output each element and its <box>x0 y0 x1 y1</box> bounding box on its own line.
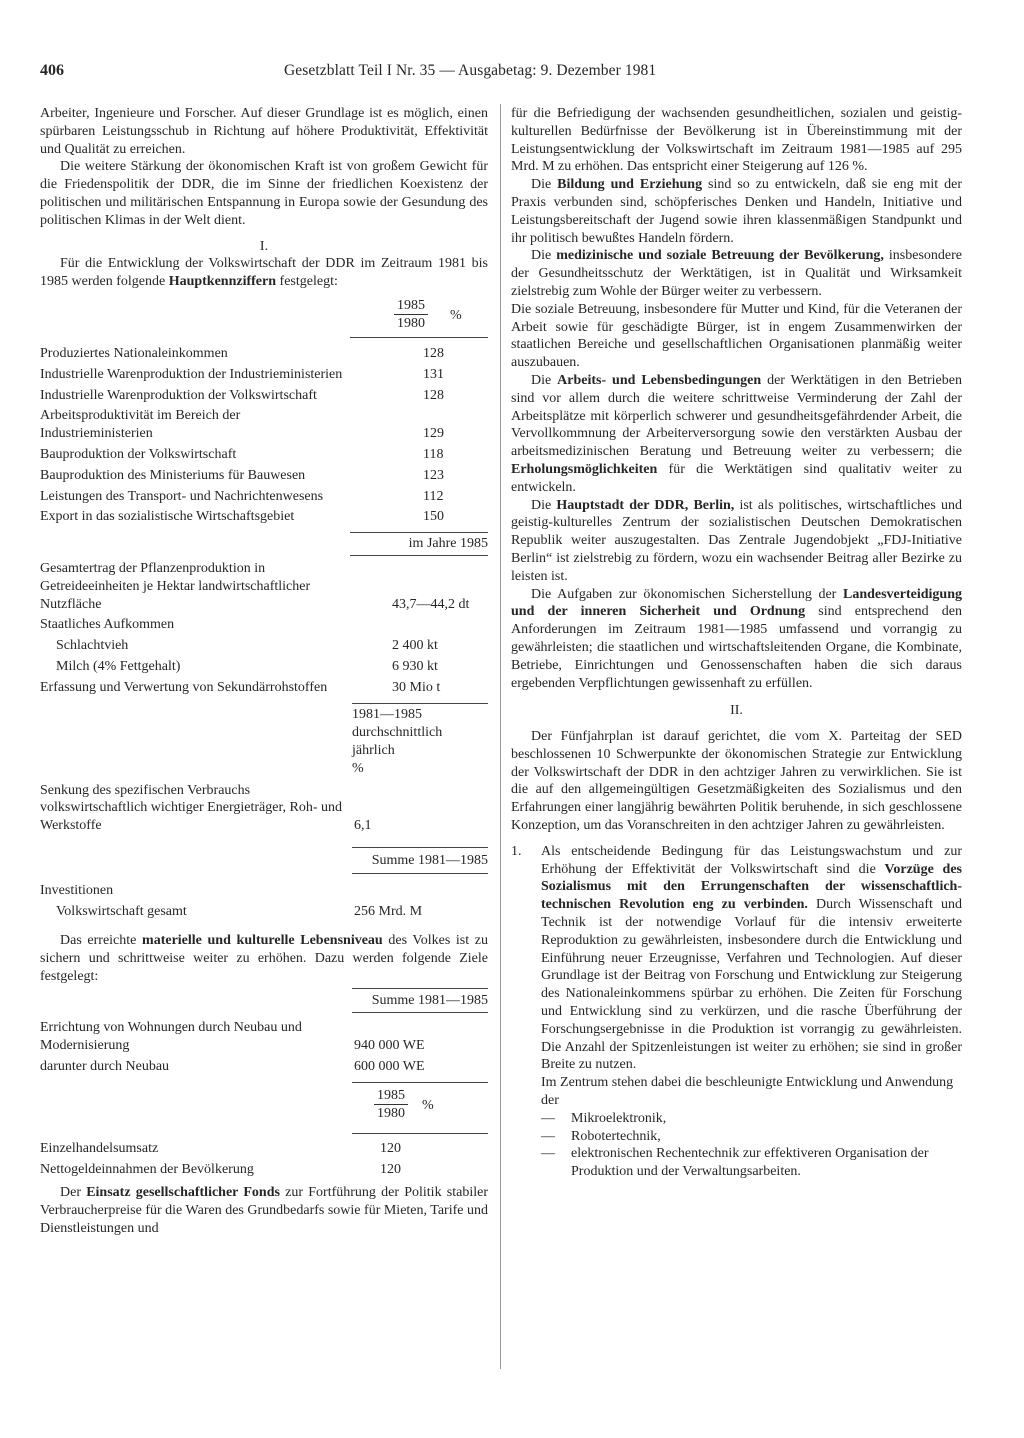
table-header: 1981—1985 durchschnittlich jährlich % <box>352 703 488 778</box>
row-value: 940 000 WE <box>354 1038 425 1054</box>
table-row <box>40 1019 488 1055</box>
list-number: 1. <box>511 843 522 859</box>
section-heading: I. <box>259 238 269 254</box>
row-value: 128 <box>423 387 444 403</box>
row-label: Staatliches Aufkommen <box>40 617 175 633</box>
table-header <box>352 1082 488 1127</box>
row-label: Bauproduktion der Volkswirtschaft <box>40 446 237 462</box>
table-header <box>350 297 488 337</box>
table-row <box>40 446 488 464</box>
row-value: 2 400 kt <box>392 638 438 654</box>
table-row <box>40 1140 488 1158</box>
row-label: Einzelhandelsumsatz <box>40 1140 159 1156</box>
paragraph: Der Fünfjahrplan ist darauf gerichtet, die vom X. Parteitag der SED beschlossenen 10 Schwerpunkte der ökonomischen Strategie zur Entwicklung der Volkswirtschaft der DDR in den achtziger Jahren zu verwirklichen. Sie ist die auf den allgemeingültigen Gesetzmäßigkeiten des Sozialismus und den Erfahrungen einer langjährig bewährten Politik beruhende, in sich geschlossene Konzeption, um das Voranschreiten in den achtziger Jahren zu gewährleisten. <box>511 729 962 834</box>
indicator-table <box>40 297 488 526</box>
page-number: 406 <box>40 62 64 79</box>
row-label: Volkswirtschaft gesamt <box>56 903 187 919</box>
row-value: 128 <box>423 345 444 361</box>
percent-label: % <box>450 307 462 323</box>
row-value: 256 Mrd. M <box>354 903 423 919</box>
table-row <box>40 658 488 676</box>
dash-list-item: — elektronischen Rechentechnik zur effektiveren Organisation der Produktion und der Verwaltungsarbeiten. <box>541 1146 929 1180</box>
column-divider <box>500 104 501 1369</box>
header-title: Gesetzblatt Teil I Nr. 35 — Ausgabetag: 9. Dezember 1981 <box>284 62 657 79</box>
row-label: Export in das sozialistische Wirtschaftsgebiet <box>40 509 295 525</box>
row-value: 120 <box>380 1161 401 1177</box>
row-label: Arbeitsproduktivität im Bereich der Industrieministerien <box>40 408 241 442</box>
table-row <box>40 1058 488 1076</box>
table-row <box>40 366 488 384</box>
dash-list <box>541 1110 962 1181</box>
right-column <box>511 105 962 1181</box>
row-label: Industrielle Warenproduktion der Volkswirtschaft <box>40 387 317 403</box>
row-label: Leistungen des Transport- und Nachrichtenwesens <box>40 488 324 504</box>
row-value: 118 <box>423 446 444 462</box>
table-row <box>40 882 488 900</box>
page-header <box>40 62 990 84</box>
table-header: Summe 1981—1985 <box>352 988 488 1010</box>
row-label: Industrielle Warenproduktion der Industrieministerien <box>40 366 343 382</box>
row-label: Milch (4% Fettgehalt) <box>56 658 181 674</box>
paragraph: Arbeiter, Ingenieure und Forscher. Auf dieser Grundlage ist es möglich, einen spürbaren Leistungsschub in Richtung auf höhere Produktivität, Effektivität und Qualität zu erreichen. <box>40 106 488 157</box>
table-row <box>40 387 488 405</box>
investment-table <box>40 847 488 920</box>
paragraph: Der Einsatz gesellschaftlicher Fonds zur Fortführung der Politik stabiler Verbraucherpreise für die Waren des Grundbedarfs sowie für Mieten, Tarife und Dienstleistungen und <box>40 1185 488 1237</box>
row-value: 131 <box>423 366 444 382</box>
row-label: Erfassung und Verwertung von Sekundärrohstoffen <box>40 679 328 695</box>
table-row <box>40 508 488 526</box>
table-row <box>40 560 488 613</box>
table-header: im Jahre 1985 <box>350 532 488 553</box>
row-label: Investitionen <box>40 882 114 898</box>
row-value: 112 <box>423 488 444 504</box>
dash-list-item: — Mikroelektronik, <box>541 1110 667 1126</box>
row-label: Gesamtertrag der Pflanzenproduktion in Getreideeinheiten je Hektar landwirtschaftlicher Nutzfläche <box>40 560 311 612</box>
table-row <box>40 903 488 921</box>
paragraph: Die medizinische und soziale Betreuung der Bevölkerung, insbesondere der Gesundheitsschutz der Werktätigen, ist in Qualität und Wirksamkeit zielstrebig zum Wohle der Bürger weiter zu verbessern. <box>511 248 962 299</box>
fraction: $\frac{1985}{1980}$ <box>394 297 428 332</box>
paragraph: Die soziale Betreuung, insbesondere für Mutter und Kind, für die Veteranen der Arbeit sowie für geschädigte Bürger, ist in engem Zusammenwirken der staatlichen Bereiche und gesellschaftlichen Organisationen planmäßig weiter auszubauen. <box>511 301 962 371</box>
row-value: 30 Mio t <box>392 679 441 695</box>
table-row <box>40 345 488 363</box>
paragraph: Das erreichte materielle und kulturelle Lebensniveau des Volkes ist zu sichern und schrittweise weiter zu erhöhen. Dazu werden folgende Ziele festgelegt: <box>40 933 489 984</box>
paragraph: für die Befriedigung der wachsenden gesundheitlichen, sozialen und geistig-kulturellen Bedürfnisse der Bevölkerung ist in Übereinstimmung mit der Leistungsentwicklung der Volkswirtschaft im Zeitraum 1981—1985 auf 295 Mrd. M zu erhöhen. Das entspricht einer Steigerung auf 126 %. <box>511 106 962 175</box>
list-item <box>511 843 962 1110</box>
section-heading: II. <box>730 703 743 719</box>
row-label: Produziertes Nationaleinkommen <box>40 345 228 361</box>
row-value: 6,1 <box>354 818 372 834</box>
row-value: 43,7—44,2 dt <box>392 596 470 612</box>
consumption-table <box>40 703 488 835</box>
table-row <box>40 637 488 655</box>
row-value: 123 <box>423 467 444 483</box>
paragraph: Für die Entwicklung der Volkswirtschaft der DDR im Zeitraum 1981 bis 1985 werden folgende Hauptkennziffern festgelegt: <box>40 256 488 290</box>
row-value: 150 <box>423 509 444 525</box>
housing-table <box>40 988 488 1076</box>
table-row <box>40 467 488 485</box>
row-label: Schlachtvieh <box>56 638 129 654</box>
paragraph: Die Arbeits- und Lebensbedingungen der Werktätigen in den Betrieben sind vor allem durch die weitere schrittweise Verminderung der Zahl der Arbeitsplätze mit körperlich schwerer und gesundheitsgefährdender Arbeit, die Vervollkommnung der Arbeiterversorgung sowie den verstärkten Ausbau der arbeitsmedizinischen Beratung und Betreuung weiter zu verbessern; die Erholungsmöglichkeiten für die Werktätigen sind qualitativ weiter zu entwickeln. <box>511 372 962 495</box>
row-value: 129 <box>423 426 444 442</box>
table-row <box>40 488 488 506</box>
row-label: Errichtung von Wohnungen durch Neubau und Modernisierung <box>40 1020 302 1054</box>
row-value: 600 000 WE <box>354 1059 425 1075</box>
row-value: 6 930 kt <box>392 658 438 674</box>
row-value: 120 <box>380 1140 401 1156</box>
dash-list-item: — Robotertechnik, <box>541 1128 661 1144</box>
row-label: Senkung des spezifischen Verbrauchs volkswirtschaftlich wichtiger Energieträger, Roh- und Werkstoffe <box>40 782 343 834</box>
paragraph: Die Bildung und Erziehung sind so zu entwickeln, daß sie eng mit der Praxis verbunden sind, schöpferisches Denken und Handeln, Initiative und Leistungsbereitschaft der Jugend sowie ihren klassenmäßigen Standpunkt und ihr politisch bewußtes Handeln fördern. <box>511 177 963 246</box>
table-row <box>40 616 488 634</box>
paragraph: Im Zentrum stehen dabei die beschleunigte Entwicklung und Anwendung der <box>541 1075 954 1109</box>
table-row <box>40 679 488 697</box>
yield-table <box>40 532 488 696</box>
table-row <box>40 1161 488 1179</box>
paragraph: Die Hauptstadt der DDR, Berlin, ist als politisches, wirtschaftliches und geistig-kulturelles Zentrum der sozialistischen Deutschen Demokratischen Republik weiter auszugestalten. Das Zentrale Jugendobjekt „FDJ-Initiative Berlin“ ist zielstrebig zu fördern, wozu ein wachsender Beitrag aller Bezirke zu leisten ist. <box>511 497 963 584</box>
paragraph: Die weitere Stärkung der ökonomischen Kraft ist von großem Gewicht für die Friedenspolitik der DDR, die im Sinne der friedlichen Koexistenz der politischen und militärischen Entspannung in Europa sowie der Gesundung des politischen Klimas in der Welt dient. <box>40 159 488 228</box>
row-label: Bauproduktion des Ministeriums für Bauwesen <box>40 467 306 483</box>
table-row <box>40 782 488 835</box>
paragraph: Die Aufgaben zur ökonomischen Sicherstellung der Landesverteidigung und der inneren Sicherheit und Ordnung sind entsprechend den Anforderungen im Zeitraum 1981—1985 umfassend und vorrangig zu gewährleisten; die staatlichen und wirtschaftsleitenden Organe, die Kombinate, Betriebe, Einrichtungen und Genossenschaften haben die sich daraus ergebenden Verpflichtungen gewissenhaft zu erfüllen. <box>511 586 962 691</box>
retail-table <box>40 1082 488 1179</box>
row-label: darunter durch Neubau <box>40 1059 170 1075</box>
row-label: Nettogeldeinnahmen der Bevölkerung <box>40 1161 254 1177</box>
paragraph: Als entscheidende Bedingung für das Leistungswachstum und zur Erhöhung der Effektivität der Volkswirtschaft sind die Vorzüge des Sozialismus mit den Errungenschaften der wissenschaftlich-technischen Revolution eng zu verbinden. Durch Wissenschaft und Technik ist der notwendige Vorlauf für die intensiv erweiterte Reproduktion zu gewährleisten, insbesondere durch die Entwicklung und Einführung neuer Erzeugnisse, Verfahren und Technologien. Auf dieser Grundlage ist der Beitrag von Forschung und Entwicklung zur Steigerung des Nationaleinkommens spürbar zu erhöhen. Die Zeiten für Forschung und Entwicklung sind zu verkürzen, und die rasche Überführung der Forschungsergebnisse in die Produktion ist vorrangig zu gewährleisten. Die Anzahl der Spitzenleistungen ist weiter zu erhöhen; sie sind in großer Breite zu nutzen. <box>541 843 962 1073</box>
table-header: Summe 1981—1985 <box>352 847 488 870</box>
left-column <box>40 105 488 1238</box>
fraction: $\frac{1985}{1980}$ <box>374 1087 408 1122</box>
table-row <box>40 407 488 443</box>
percent-label: % <box>422 1097 434 1113</box>
